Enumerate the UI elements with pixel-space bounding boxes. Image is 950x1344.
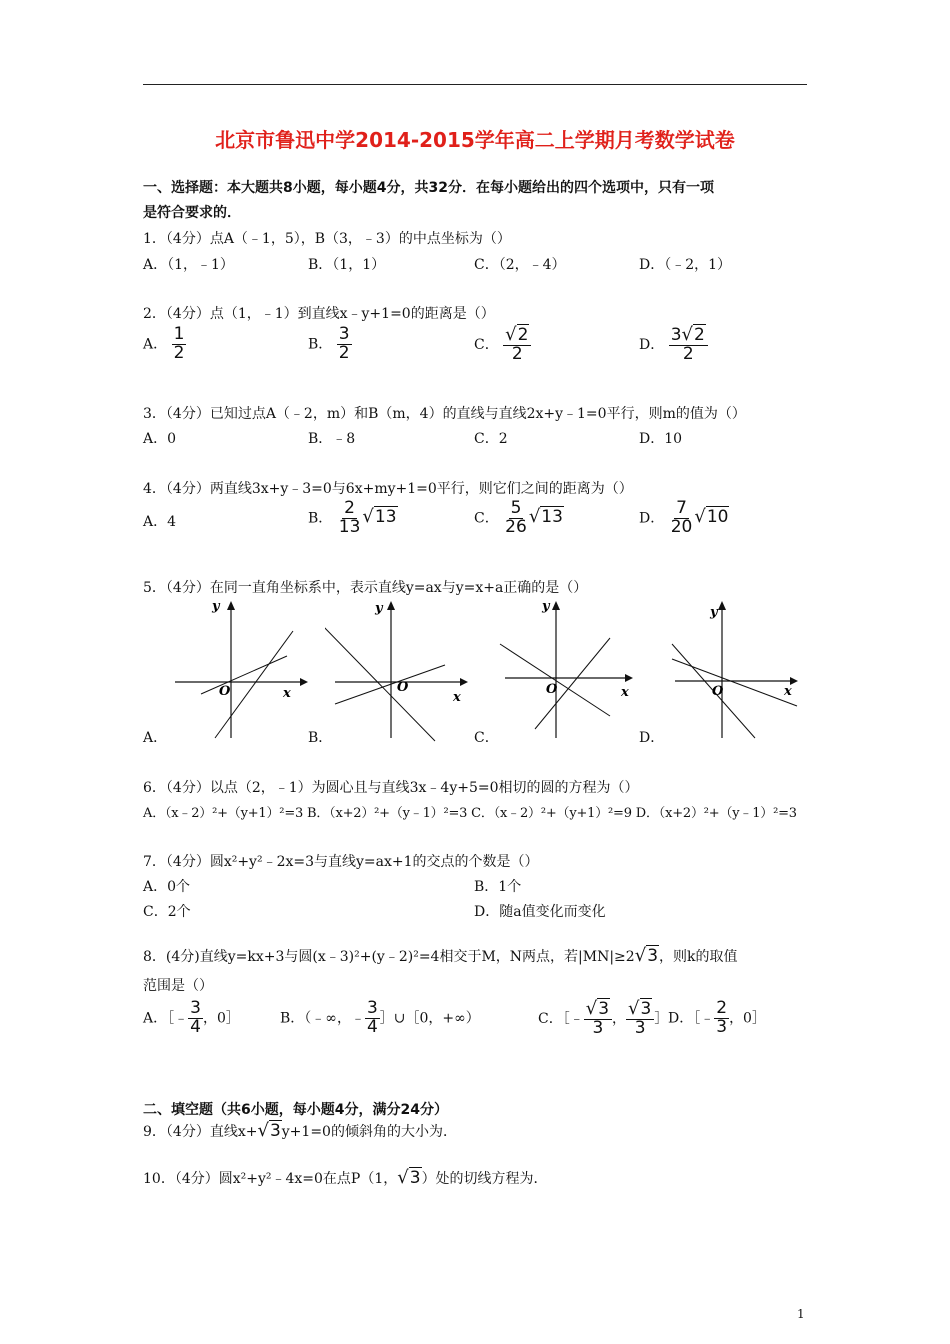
q2-option-a — [143, 326, 186, 363]
y-label: y — [375, 601, 383, 616]
y-label: y — [542, 599, 550, 614]
q5-option-c: C． — [474, 730, 499, 746]
fraction: $\frac{√3}{3}$ — [584, 1000, 612, 1038]
question-7-stem: 7．（4分）圆x²+y²﹣2x=3与直线y=ax+1的交点的个数是（） — [143, 854, 539, 870]
y-axis-arrow — [718, 601, 726, 610]
q4-option-a: A．4 — [143, 514, 177, 530]
fraction: $\frac{√2}{2}$ — [503, 326, 531, 364]
q2-option-b-label: B． — [308, 336, 333, 353]
section1-heading-cont: 是符合要求的． — [143, 205, 241, 221]
y-label: y — [212, 599, 220, 614]
fraction: $\frac{5}{26}$ — [505, 498, 527, 537]
q5-graph-d — [660, 598, 805, 743]
q5-option-a: A． — [143, 730, 168, 746]
question-2-stem: 2．（4分）点（1，﹣1）到直线x﹣y+1=0的距离是（） — [143, 306, 495, 322]
fraction: $\frac{2}{3}$ — [716, 998, 728, 1037]
sqrt: √13 — [528, 506, 563, 528]
q8-option-c-sep: ， — [612, 1010, 627, 1027]
question-8-stem-cont: 范围是（） — [143, 978, 213, 994]
fraction: $\frac{1}{2}$ — [173, 324, 185, 363]
q6-options: A．（x﹣2）²+（y+1）²=3 B．（x+2）²+（y﹣1）²=3 C．（x﹣2）²+（y+1）²=9 D．（x+2）²+（y﹣1）²=3 — [143, 806, 797, 821]
fraction: $\frac{3}{2}$ — [338, 324, 350, 363]
sqrt: √3 — [257, 1120, 281, 1141]
y-axis-arrow — [552, 601, 560, 610]
question-6-stem: 6．（4分）以点（2，﹣1）为圆心且与直线3x﹣4y+5=0相切的圆的方程为（） — [143, 780, 639, 796]
q5-graph-a — [165, 598, 310, 743]
question-9 — [143, 1120, 457, 1141]
question-8-stem — [143, 945, 738, 966]
y-axis-arrow — [227, 601, 235, 610]
q8-option-a-tail: ，0］ — [202, 1010, 240, 1027]
q8-option-d-tail: ，0］ — [729, 1010, 766, 1027]
origin-label: O — [546, 682, 558, 697]
question-10 — [143, 1167, 548, 1188]
fraction: $\frac{3}{4}$ — [190, 998, 201, 1037]
q7-option-d: D．随a值变化而变化 — [474, 904, 606, 920]
q5-graph-b — [325, 598, 470, 743]
q10-text-tail: ）处的切线方程为． — [421, 1171, 548, 1187]
line-1 — [201, 656, 287, 694]
origin-label: O — [219, 684, 231, 699]
question-4-stem: 4．（4分）两直线3x+y﹣3=0与6x+my+1=0平行，则它们之间的距离为（） — [143, 481, 633, 497]
q8-option-b — [280, 1000, 480, 1037]
q7-option-c: C．2个 — [143, 904, 191, 920]
x-label: x — [621, 685, 629, 700]
q1-option-a: A．（1，﹣1） — [143, 257, 234, 273]
x-label: x — [283, 686, 291, 701]
sqrt: √13 — [362, 506, 397, 528]
q8-option-c — [538, 1000, 668, 1038]
q4-option-b-label: B． — [308, 510, 333, 527]
q8-stem-text: 8．(4分)直线y=kx+3与圆(x﹣3)²+(y﹣2)²=4相交于M，N两点，若|MN|≥2 — [143, 949, 635, 965]
q3-option-a: A．0 — [143, 431, 177, 447]
q1-option-b: B．（1，1） — [308, 257, 386, 273]
y-axis-arrow — [387, 601, 395, 610]
x-axis-arrow — [300, 678, 308, 686]
page-title: 北京市鲁迅中学2014-2015学年高二上学期月考数学试卷 — [215, 128, 735, 152]
y-label: y — [710, 605, 718, 620]
x-axis-arrow — [625, 674, 633, 682]
q8-option-a — [143, 1000, 240, 1037]
line-2 — [335, 665, 445, 704]
x-label: x — [784, 684, 792, 699]
q10-text: 10．（4分）圆x²+y²﹣4x=0在点P（1， — [143, 1171, 398, 1187]
header-rule — [143, 84, 807, 85]
q8-option-c-tail: ］ — [654, 1010, 669, 1027]
section2-heading: 二、填空题（共6小题，每小题4分，满分24分） — [143, 1102, 448, 1118]
q4-option-d — [639, 500, 729, 537]
question-3-stem: 3．（4分）已知过点A（﹣2，m）和B（m，4）的直线与直线2x+y﹣1=0平行，则m的值为（） — [143, 406, 746, 422]
q2-option-c-label: C． — [474, 336, 499, 353]
fraction: $\frac{3√2}{2}$ — [669, 326, 708, 364]
q8-option-c-label: C．［﹣ — [538, 1010, 584, 1027]
sqrt: √10 — [694, 506, 729, 528]
q4-option-d-label: D． — [639, 510, 665, 527]
q1-option-d: D．（﹣2，1） — [639, 257, 732, 273]
question-1-stem: 1．（4分）点A（﹣1，5），B（3，﹣3）的中点坐标为（） — [143, 231, 511, 247]
q4-option-c — [474, 500, 564, 537]
q2-option-a-label: A． — [143, 336, 168, 353]
fraction: $\frac{2}{13}$ — [338, 498, 361, 537]
section1-heading: 一、选择题：本大题共8小题，每小题4分，共32分．在每小题给出的四个选项中，只有一项 — [143, 180, 714, 196]
q3-option-c: C．2 — [474, 431, 508, 447]
question-5-stem: 5．（4分）在同一直角坐标系中，表示直线y=ax与y=x+a正确的是（） — [143, 580, 588, 596]
q3-option-b: B．﹣8 — [308, 431, 356, 447]
q8-option-a-label: A．［﹣ — [143, 1010, 189, 1027]
fraction: $\frac{3}{4}$ — [366, 998, 378, 1037]
q5-option-d: D． — [639, 730, 665, 746]
q8-option-d — [668, 1000, 766, 1037]
sqrt: √3 — [397, 1167, 421, 1188]
q7-option-b: B．1个 — [474, 879, 522, 895]
q2-option-d — [639, 326, 708, 364]
fraction: $\frac{7}{20}$ — [670, 498, 693, 537]
q9-text-tail: y+1=0的倾斜角的大小为． — [281, 1124, 457, 1140]
origin-label: O — [712, 684, 724, 699]
q2-option-b — [308, 326, 352, 363]
sqrt: √3 — [634, 945, 659, 966]
x-axis-arrow — [460, 678, 468, 686]
q2-option-c — [474, 326, 531, 364]
q8-option-b-label: B．（﹣∞，﹣ — [280, 1010, 365, 1027]
q1-option-c: C．（2，﹣4） — [474, 257, 566, 273]
q2-option-d-label: D． — [639, 336, 665, 353]
line-2 — [672, 659, 797, 706]
q4-option-c-label: C． — [474, 510, 499, 527]
q3-option-d: D．10 — [639, 431, 683, 447]
page-number: 1 — [797, 1307, 805, 1321]
q9-text: 9．（4分）直线x+ — [143, 1124, 258, 1140]
x-label: x — [453, 690, 461, 705]
origin-label: O — [397, 680, 409, 695]
q8-option-b-tail: ］∪［0，+∞） — [379, 1010, 480, 1027]
q5-graph-c — [490, 598, 635, 743]
q7-option-a: A．0个 — [143, 879, 191, 895]
q8-stem-tail: ，则k的取值 — [659, 949, 738, 965]
fraction: $\frac{√3}{3}$ — [626, 1000, 654, 1038]
q4-option-b — [308, 500, 398, 537]
q8-option-d-label: D．［﹣ — [668, 1010, 715, 1027]
q5-option-b: B． — [308, 730, 333, 746]
